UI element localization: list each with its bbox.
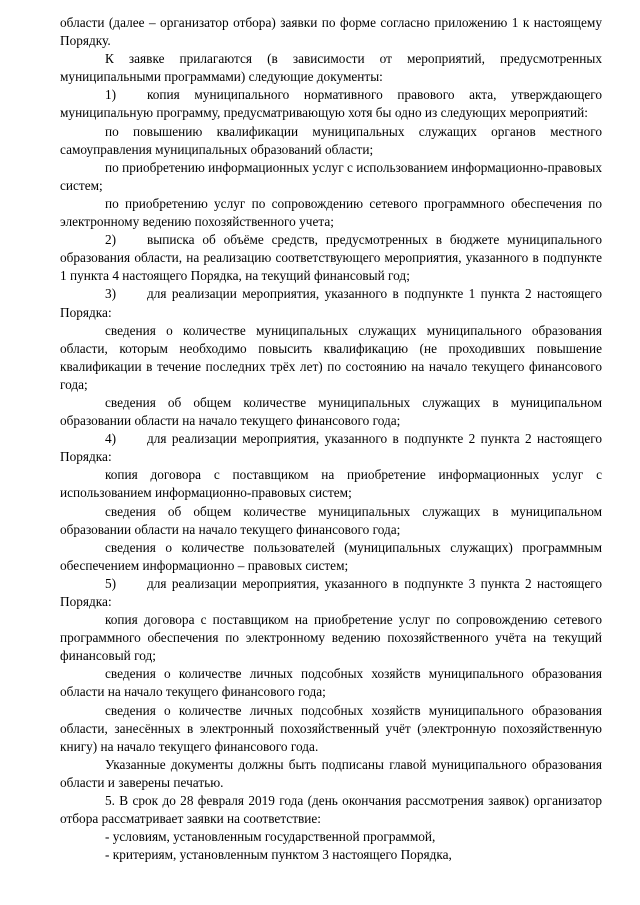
paragraph-text: сведения о количестве личных подсобных хозяйств муниципального образования области, занесённых в электронный похозяйственный учёт (электронную похозяйственную книгу) на начало текущего финансового года. — [60, 702, 602, 754]
list-number: 2) — [105, 232, 117, 248]
paragraph — [60, 846, 602, 864]
paragraph-text: Указанные документы должны быть подписаны главой муниципального образования области и заверены печатью. — [60, 756, 602, 790]
paragraph — [60, 14, 602, 50]
paragraph-text: - условиям, установленным государственной программой, — [105, 829, 436, 845]
paragraph-text: сведения о количестве муниципальных служащих муниципального образования области, которым необходимо повысить квалификацию (не проходивших повышение квалификации в течение последних трёх лет) по состоянию на начало текущего финансового года; — [60, 322, 602, 392]
paragraph — [60, 575, 602, 611]
paragraph-text: для реализации мероприятия, указанного в подпункте 2 пункта 2 настоящего Порядка: — [60, 431, 602, 465]
list-number: 4) — [105, 431, 117, 447]
list-number: 5) — [105, 575, 117, 591]
paragraph — [60, 195, 602, 231]
paragraph-text: для реализации мероприятия, указанного в подпункте 1 пункта 2 настоящего Порядка: — [60, 286, 602, 320]
paragraph — [60, 123, 602, 159]
paragraph — [60, 159, 602, 195]
paragraph — [60, 665, 602, 701]
paragraph — [60, 394, 602, 430]
document-page — [60, 14, 602, 864]
paragraph — [60, 792, 602, 828]
paragraph — [60, 503, 602, 539]
paragraph — [60, 86, 602, 122]
paragraph — [60, 611, 602, 665]
paragraph-text: К заявке прилагаются (в зависимости от мероприятий, предусмотренных муниципальными программами) следующие документы: — [60, 51, 602, 85]
list-number: 3) — [105, 286, 117, 302]
paragraph — [60, 231, 602, 285]
paragraph-text: - критериям, установленным пунктом 3 настоящего Порядка, — [105, 847, 452, 863]
paragraph-text: сведения об общем количестве муниципальных служащих в муниципальном образовании области на начало текущего финансового года; — [60, 503, 602, 537]
paragraph — [60, 756, 602, 792]
paragraph-text: копия муниципального нормативного правового акта, утверждающего муниципальную программу, предусматривающую хотя бы одно из следующих мероприятий: — [60, 87, 602, 121]
paragraph-text: сведения об общем количестве муниципальных служащих в муниципальном образовании области на начало текущего финансового года; — [60, 394, 602, 429]
paragraph — [60, 50, 602, 86]
paragraph — [60, 430, 602, 466]
list-number: 1) — [105, 87, 117, 103]
paragraph-text: по приобретению информационных услуг с использованием информационно-правовых систем; — [60, 159, 602, 193]
paragraph — [60, 539, 602, 575]
paragraph-text: по повышению квалификации муниципальных служащих органов местного самоуправления муниципальных образований области; — [60, 123, 602, 157]
paragraph-text: копия договора с поставщиком на приобретение информационных услуг с использованием информационно-правовых систем; — [60, 467, 602, 501]
paragraph — [60, 828, 602, 846]
paragraph-text: сведения о количестве пользователей (муниципальных служащих) программным обеспечением информационно – правовых систем; — [60, 539, 602, 573]
paragraph — [60, 466, 602, 502]
paragraph — [60, 285, 602, 321]
paragraph — [60, 702, 602, 756]
paragraph-text: выписка об объёме средств, предусмотренных в бюджете муниципального образования области, на реализацию соответствующего мероприятия, указанного в подпункте 1 пункта 4 настоящего Порядка, на текущий финансовый год; — [60, 232, 602, 284]
paragraph-text: для реализации мероприятия, указанного в подпункте 3 пункта 2 настоящего Порядка: — [60, 575, 602, 609]
paragraph-text: 5. В срок до 28 февраля 2019 года (день окончания рассмотрения заявок) организатор отбора рассматривает заявки на соответствие: — [60, 793, 602, 827]
paragraph — [60, 322, 602, 394]
paragraph-text: сведения о количестве личных подсобных хозяйств муниципального образования области на начало текущего финансового года; — [60, 666, 602, 700]
paragraph-text: области (далее – организатор отбора) заявки по форме согласно приложению 1 к настоящему Порядку. — [60, 15, 602, 49]
paragraph-text: по приобретению услуг по сопровождению сетевого программного обеспечения по электронному ведению похозяйственного учета; — [60, 195, 602, 230]
paragraph-text: копия договора с поставщиком на приобретение услуг по сопровождению сетевого программного обеспечения по электронному ведению похозяйственного учёта на текущий финансовый год; — [60, 612, 602, 664]
